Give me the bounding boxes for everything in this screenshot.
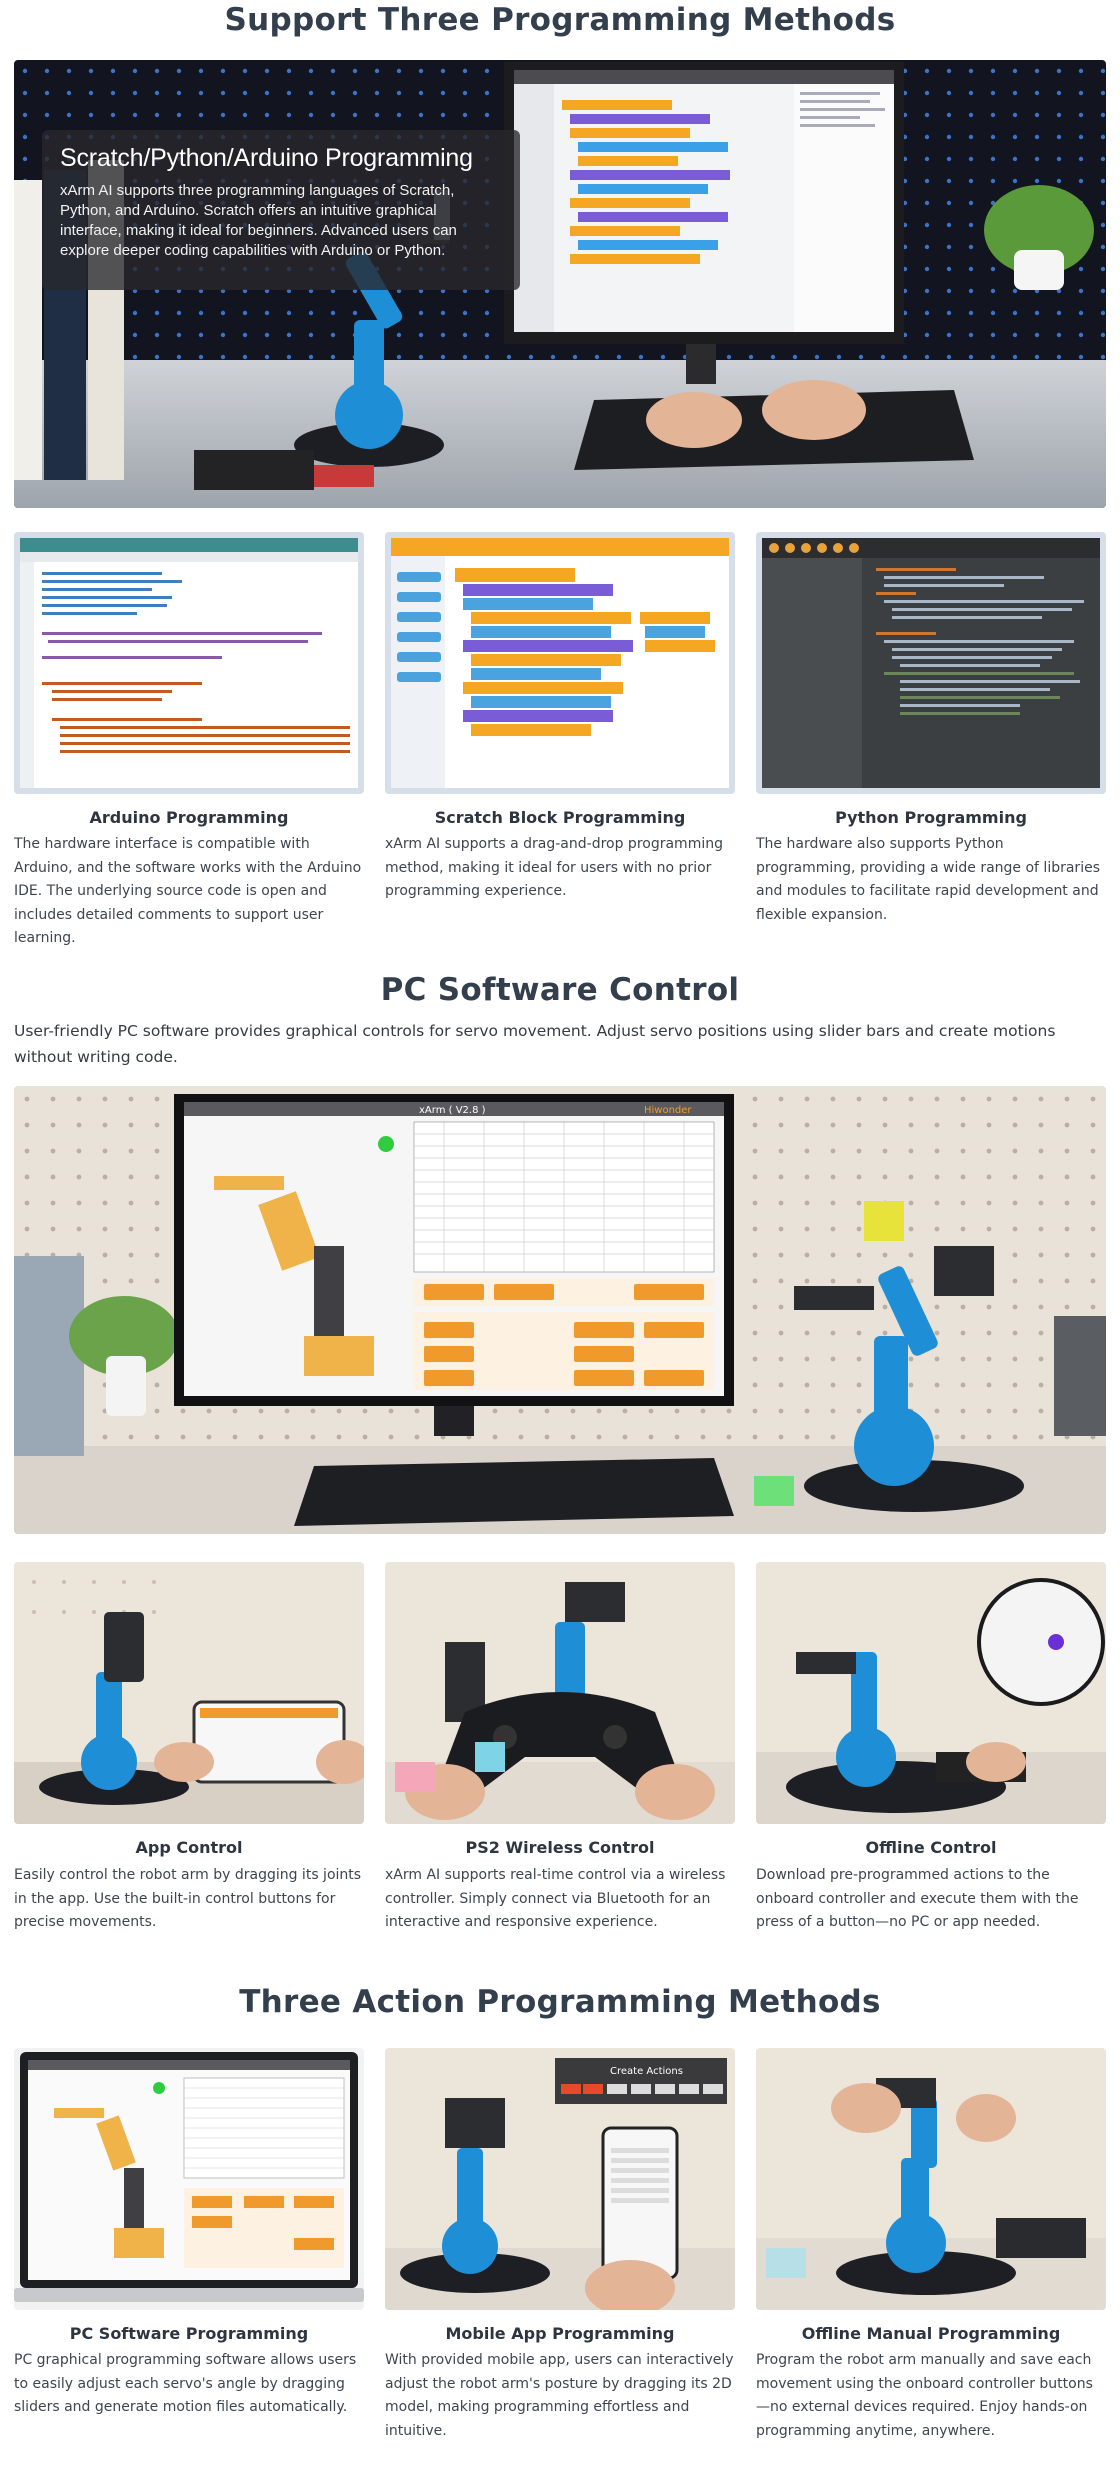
- card-title-scratch: Scratch Block Programming: [434, 808, 686, 827]
- card-title-arduino: Arduino Programming: [89, 808, 289, 827]
- mobile-app-programming-image: [385, 2048, 735, 2310]
- card-text-python: The hardware also supports Python programming, providing a wide range of libraries and modules to facilitate rapid development and flexible expansion.: [756, 836, 1100, 923]
- card-text-scratch: xArm AI supports a drag-and-drop programming method, making it ideal for users with no prior programming experience.: [385, 836, 723, 899]
- pc-software-programming-image: [14, 2048, 364, 2310]
- section-title-programming-methods: Support Three Programming Methods: [224, 2, 896, 38]
- phone-header-text: Create Actions: [610, 2066, 683, 2077]
- app-control-image: [14, 1562, 364, 1824]
- overlay-title: Scratch/Python/Arduino Programming: [60, 144, 473, 172]
- window-title-text: xArm ( V2.8 ): [419, 1105, 486, 1116]
- pc-software-intro: User-friendly PC software provides graphical controls for servo movement. Adjust servo positions using slider bars and create motions without writing code.: [14, 1022, 1056, 1066]
- card-title-offline-control: Offline Control: [865, 1838, 997, 1857]
- card-title-pc-programming: PC Software Programming: [69, 2324, 309, 2343]
- python-editor-image: [756, 532, 1106, 794]
- card-title-app-control: App Control: [135, 1838, 243, 1857]
- hero-overlay-panel: [42, 130, 520, 290]
- ps2-control-image: [385, 1562, 735, 1824]
- card-text-mobile-programming: With provided mobile app, users can interactively adjust the robot arm's posture by dragging its 2D model, making programming effortless and intuitive.: [385, 2352, 734, 2439]
- card-text-arduino: The hardware interface is compatible with Arduino, and the software works with the Arduino IDE. The underlying source code is open and includes detailed comments to support user learning.: [14, 836, 362, 946]
- arduino-ide-image: [14, 532, 364, 794]
- hero-image-programming: [14, 60, 1106, 508]
- brand-text: Hiwonder: [644, 1105, 692, 1116]
- hero-image-pc-software: [14, 1086, 1106, 1534]
- card-text-offline-control: Download pre-programmed actions to the onboard controller and execute them with the press of a button—no PC or app needed.: [756, 1867, 1079, 1930]
- card-title-offline-manual-programming: Offline Manual Programming: [801, 2324, 1061, 2343]
- card-text-ps2-control: xArm AI supports real-time control via a wireless controller. Simply connect via Bluetooth for an interactive and responsive experience.: [385, 1867, 726, 1930]
- card-text-offline-manual-programming: Program the robot arm manually and save each movement using the onboard controller buttons—no external devices required. Enjoy hands-on programming anytime, anywhere.: [756, 2352, 1093, 2439]
- card-title-ps2-control: PS2 Wireless Control: [465, 1838, 655, 1857]
- section-title-pc-software: PC Software Control: [380, 972, 740, 1008]
- section-title-action-programming: Three Action Programming Methods: [239, 1984, 881, 2020]
- offline-control-image: [756, 1562, 1106, 1824]
- offline-manual-programming-image: [756, 2048, 1106, 2310]
- card-title-mobile-programming: Mobile App Programming: [445, 2324, 675, 2343]
- card-text-pc-programming: PC graphical programming software allows users to easily adjust each servo's angle by dragging sliders and generate motion files automatically.: [14, 2352, 357, 2415]
- overlay-text: xArm AI supports three programming languages of Scratch, Python, and Arduino. Scratch offers an intuitive graphical interface, making it ideal for beginners. Advanced users can explore deeper coding capabilities with Arduino or Python.: [60, 182, 457, 259]
- card-title-python: Python Programming: [835, 808, 1027, 827]
- card-text-app-control: Easily control the robot arm by dragging its joints in the app. Use the built-in control buttons for precise movements.: [14, 1867, 362, 1930]
- scratch-block-image: [385, 532, 735, 794]
